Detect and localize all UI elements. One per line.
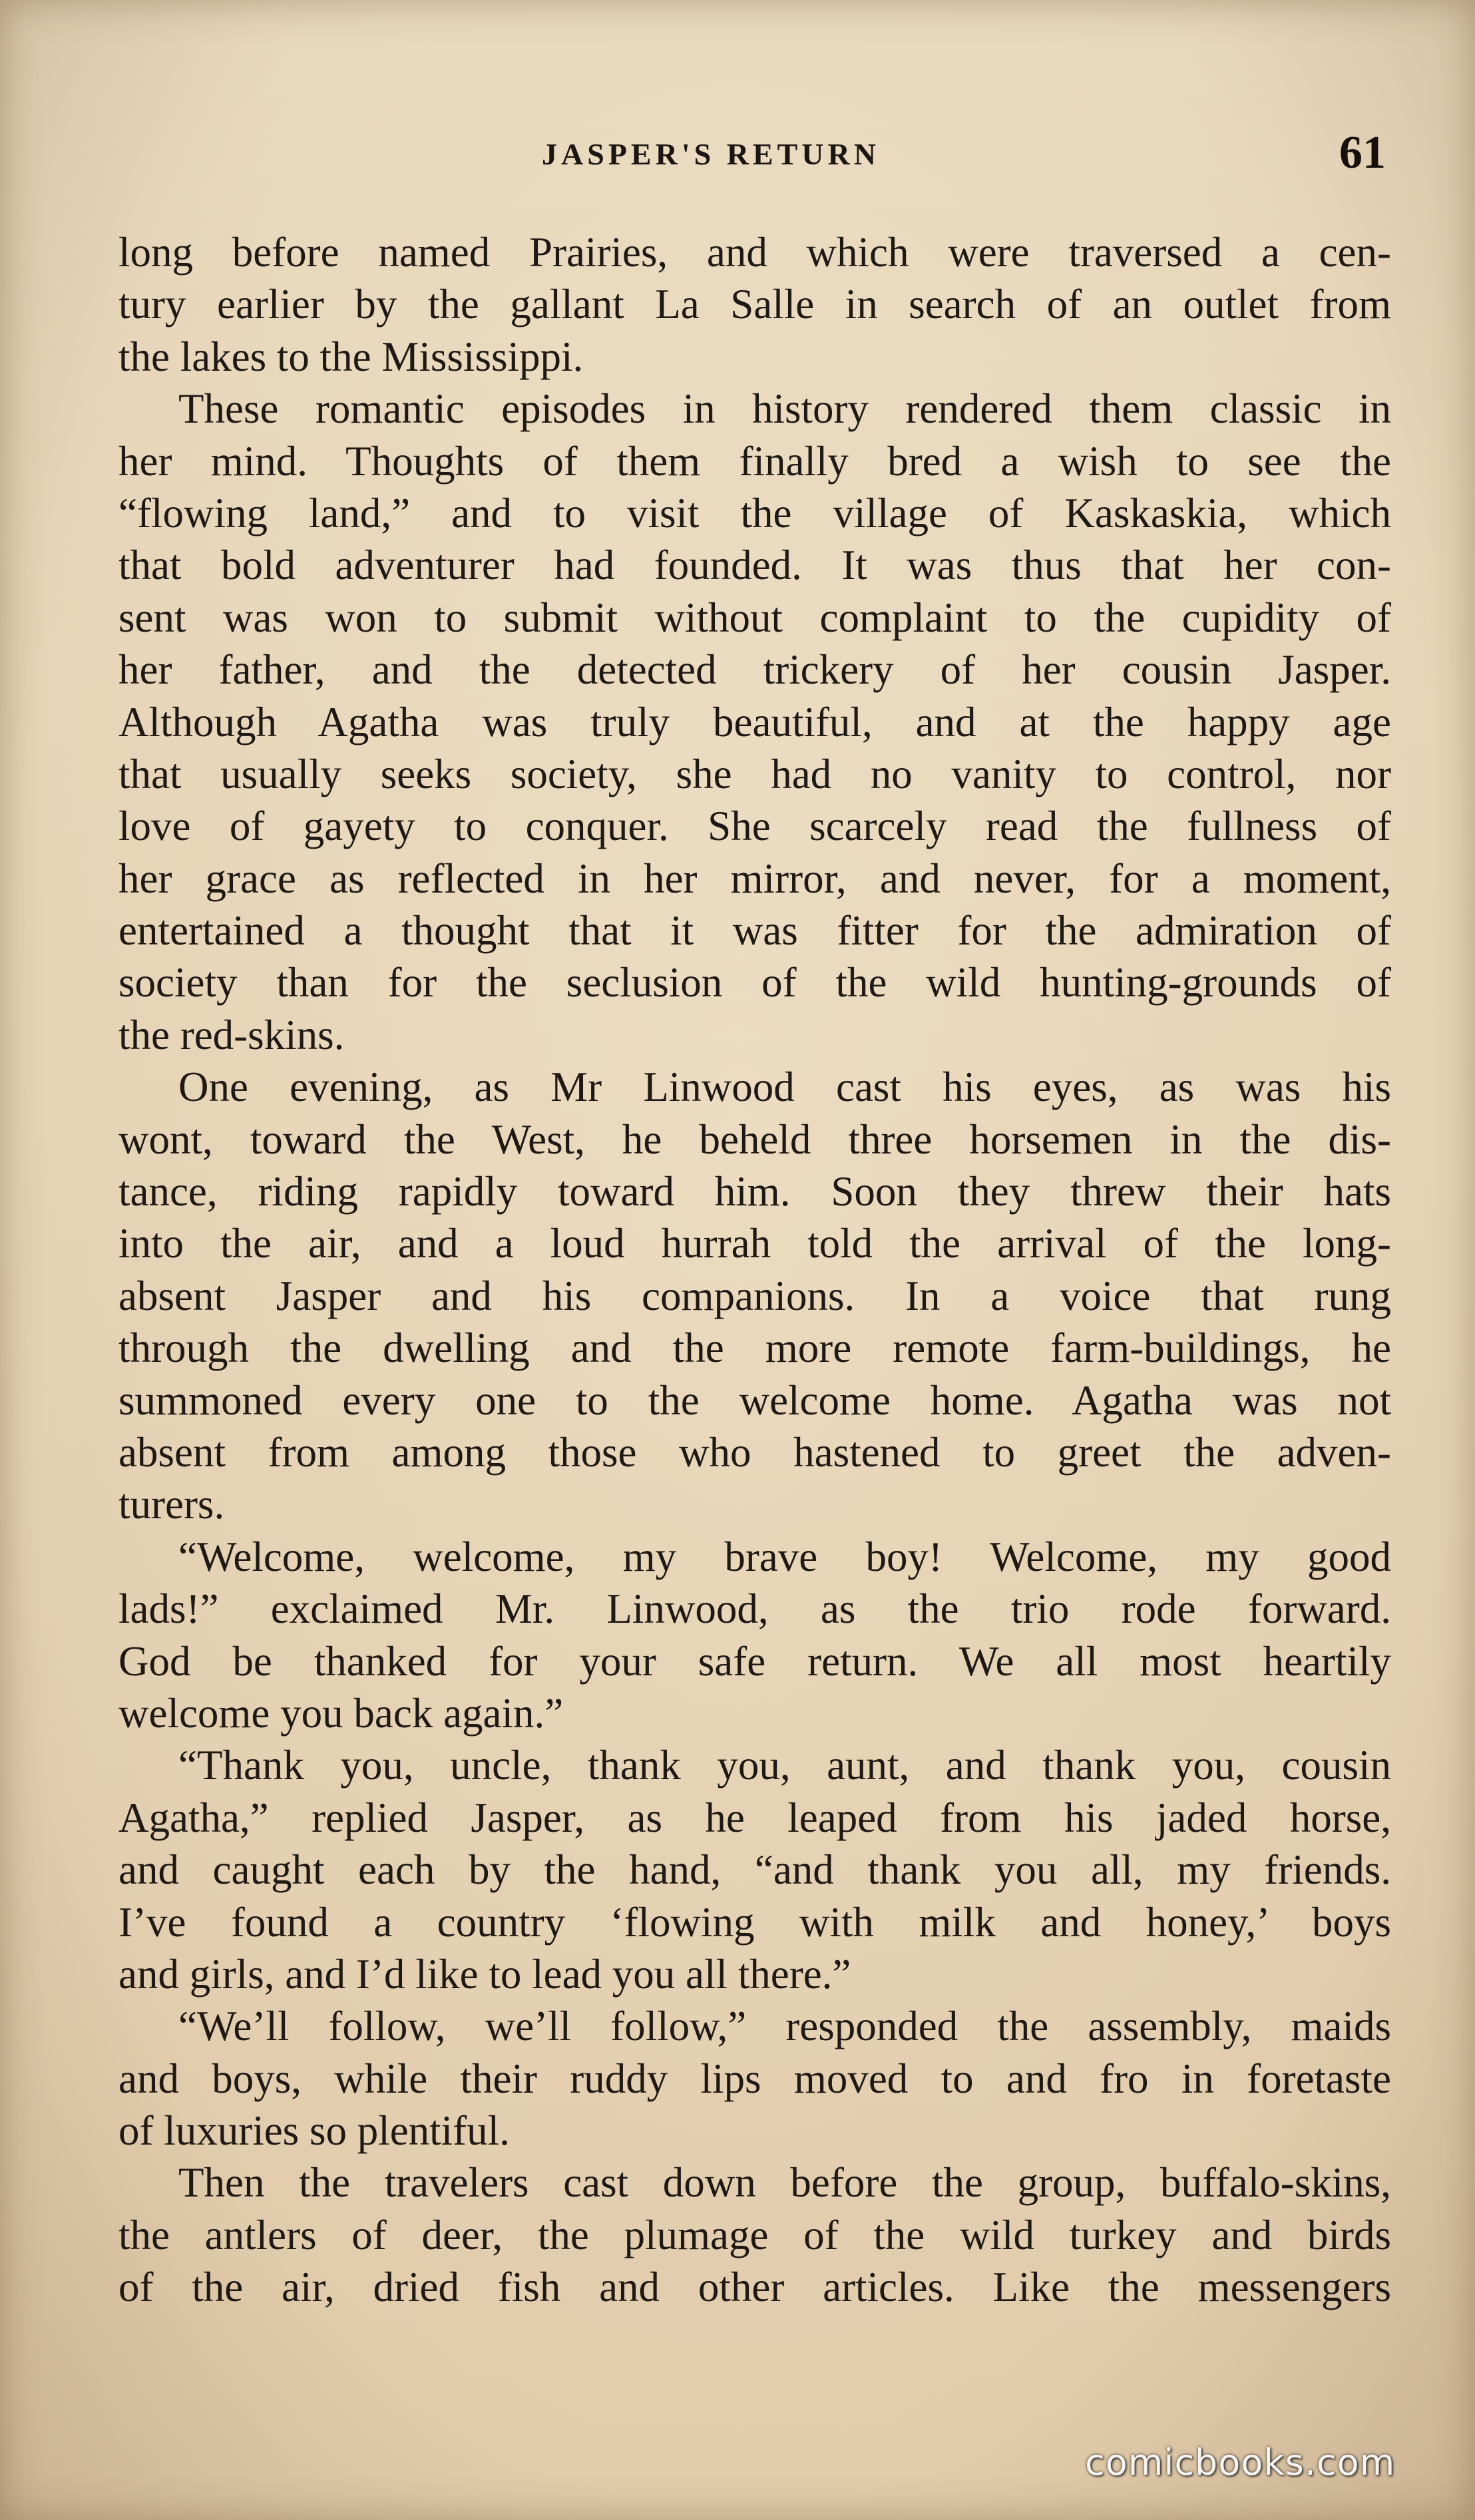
text-line: tance, riding rapidly toward him. Soon they threw their hats [118,1168,1391,1215]
text-line: through the dwelling and the more remote farm-buildings, he [118,1325,1391,1372]
text-line: God be thanked for your safe return. We all most heartily [118,1637,1391,1685]
text-line: absent from among those who hastened to greet the adven- [118,1428,1391,1476]
text-line: Although Agatha was truly beautiful, and at the happy age [118,698,1391,745]
text-line: her mind. Thoughts of them finally bred a wish to see the [118,437,1391,485]
running-header-title: JASPER'S RETURN [542,137,880,171]
text-line: lads!” exclaimed Mr. Linwood, as the trio rode forward. [118,1585,1391,1633]
text-line: turers. [118,1481,225,1528]
text-line: and boys, while their ruddy lips moved to and fro in foretaste [118,2055,1391,2102]
text-line: These romantic episodes in history rendered them classic in [178,385,1391,433]
text-line: love of gayety to conquer. She scarcely read the fullness of [118,803,1391,850]
text-line: One evening, as Mr Linwood cast his eyes, as was his [178,1064,1391,1111]
text-line: into the air, and a loud hurrah told the arrival of the long- [118,1220,1391,1267]
text-line: that usually seeks society, she had no vanity to control, nor [118,750,1391,797]
text-line: the red-skins. [118,1011,345,1058]
text-line: sent was won to submit without complaint to the cupidity of [118,594,1391,641]
text-line: long before named Prairies, and which were traversed a cen- [118,229,1391,276]
text-line: I’ve found a country ‘flowing with milk and honey,’ boys [118,1898,1391,1946]
text-line: “flowing land,” and to visit the village of Kaskaskia, which [118,489,1391,536]
text-line: that bold adventurer had founded. It was thus that her con- [118,542,1391,589]
text-line: welcome you back again.” [118,1689,564,1737]
text-line: wont, toward the West, he beheld three horsemen in the dis- [118,1116,1391,1163]
text-line: of the air, dried fish and other articles. Like the messengers [118,2264,1391,2311]
body-text [118,226,1391,2314]
text-line: and girls, and I’d like to lead you all there.” [118,1950,851,1997]
text-line: tury earlier by the gallant La Salle in search of an outlet from [118,281,1391,328]
text-line: the antlers of deer, the plumage of the wild turkey and birds [118,2211,1391,2258]
text-line: the lakes to the Mississippi. [118,333,584,380]
text-line: Then the travelers cast down before the group, buffalo-skins, [178,2159,1391,2206]
text-line: entertained a thought that it was fitter for the admiration of [118,907,1391,954]
text-line: and caught each by the hand, “and thank you all, my friends. [118,1846,1391,1894]
text-line: summoned every one to the welcome home. Agatha was not [118,1376,1391,1424]
text-line: absent Jasper and his companions. In a voice that rung [118,1272,1391,1319]
text-line: “Thank you, uncle, thank you, aunt, and thank you, cousin [178,1742,1391,1789]
page-number: 61 [1339,127,1386,178]
text-line: of luxuries so plentiful. [118,2107,510,2155]
text-line: Agatha,” replied Jasper, as he leaped from his jaded horse, [118,1794,1391,1841]
watermark: comicbooks.com [1085,2441,1396,2483]
text-line: “Welcome, welcome, my brave boy! Welcome, my good [178,1533,1391,1580]
text-line: her father, and the detected trickery of her cousin Jasper. [118,646,1391,694]
text-line: “We’ll follow, we’ll follow,” responded the assembly, maids [178,2003,1391,2050]
text-line: her grace as reflected in her mirror, and never, for a moment, [118,855,1391,902]
text-line: society than for the seclusion of the wild hunting-grounds of [118,959,1391,1006]
